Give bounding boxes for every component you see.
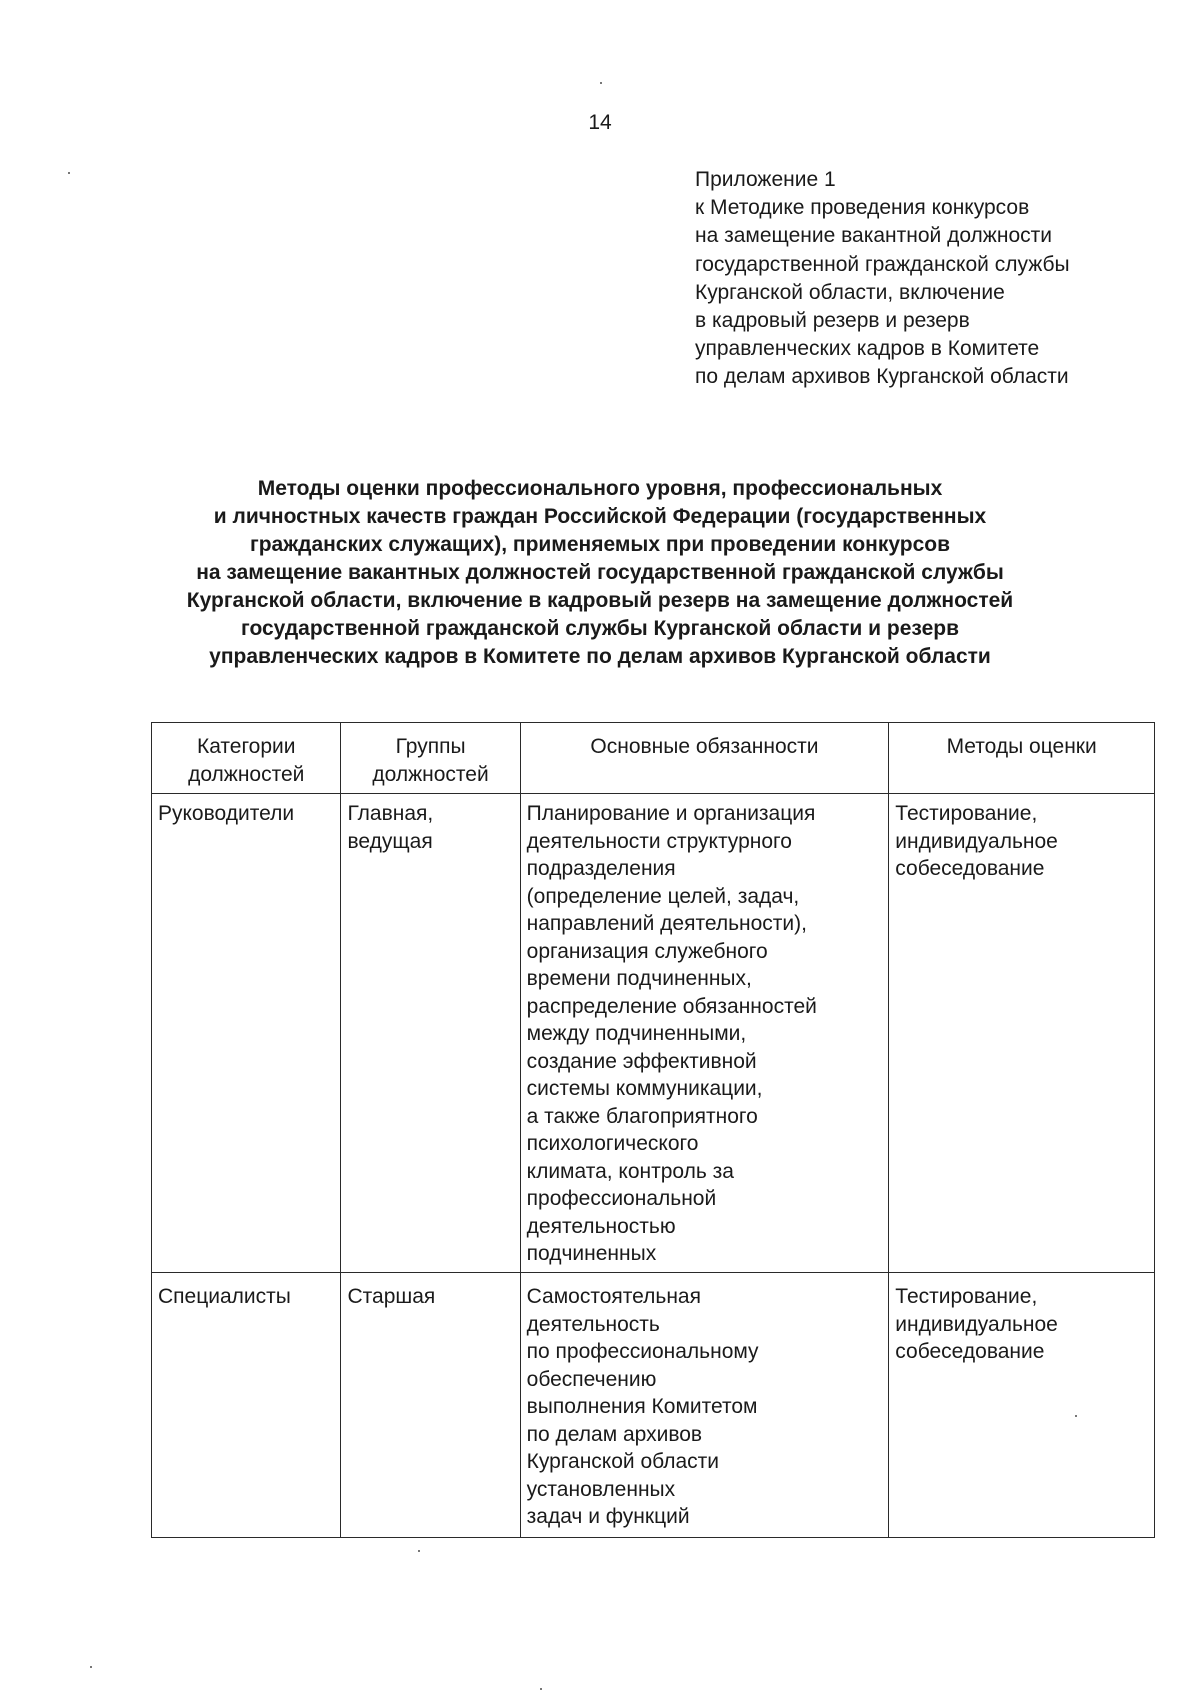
- scan-speck: [600, 82, 602, 84]
- table-row: [152, 794, 1155, 1273]
- title-line: Курганской области, включение в кадровый резерв на замещение должностей: [186, 589, 1014, 612]
- appendix-line: на замещение вакантной должности: [695, 224, 1052, 248]
- table-header-row: [152, 723, 1155, 794]
- cell-duties: Самостоятельная деятельность по профессиональному обеспечению выполнения Комитетом по делам архивов Курганской области установленных задач и функций: [520, 1273, 889, 1538]
- appendix-line: по делам архивов Курганской области: [695, 365, 1069, 389]
- appendix-line: к Методике проведения конкурсов: [695, 196, 1030, 220]
- header-category: Категории должностей: [152, 723, 341, 794]
- appendix-line: государственной гражданской службы: [695, 252, 1070, 276]
- title-line: Методы оценки профессионального уровня, профессиональных: [257, 477, 943, 500]
- cell-group: Старшая: [341, 1273, 520, 1538]
- title-line: государственной гражданской службы Курганской области и резерв: [240, 617, 959, 640]
- scan-speck: [68, 172, 70, 174]
- appendix-line: управленческих кадров в Комитете: [695, 337, 1040, 361]
- cell-category: Руководители: [152, 794, 341, 1273]
- scan-speck: [1075, 1415, 1077, 1417]
- header-methods: Методы оценки: [889, 723, 1155, 794]
- cell-duties: Планирование и организация деятельности структурного подразделения (определение целей, задач, направлений деятельности), организация служебного времени подчиненных, распределение обязанностей между подчиненными, создание эффективной системы коммуникации, а также благоприятного психологического климата, контроль за профессиональной деятельностью подчиненных: [520, 794, 889, 1273]
- title-line: на замещение вакантных должностей государственной гражданской службы: [196, 561, 1004, 584]
- header-group: Группы должностей: [341, 723, 520, 794]
- scan-speck: [418, 1550, 420, 1552]
- appendix-line: Приложение 1: [695, 168, 836, 191]
- scan-speck: [90, 1666, 92, 1668]
- appendix-line: в кадровый резерв и резерв: [695, 309, 970, 333]
- scan-speck: [540, 1688, 542, 1690]
- cell-category: Специалисты: [152, 1273, 341, 1538]
- page-number: 14: [588, 111, 612, 134]
- table-row: [152, 1273, 1155, 1538]
- document-title: [140, 475, 1060, 671]
- header-duties: Основные обязанности: [520, 723, 889, 794]
- cell-methods: Тестирование, индивидуальное собеседование: [889, 794, 1155, 1273]
- assessment-methods-table: [151, 722, 1155, 1538]
- title-line: гражданских служащих), применяемых при проведении конкурсов: [249, 533, 951, 556]
- cell-methods: Тестирование, индивидуальное собеседование: [889, 1273, 1155, 1538]
- title-line: управленческих кадров в Комитете по делам архивов Курганской области: [209, 645, 991, 668]
- appendix-reference: [695, 166, 1070, 392]
- appendix-line: Курганской области, включение: [695, 280, 1005, 304]
- cell-group: Главная, ведущая: [341, 794, 520, 1273]
- title-line: и личностных качеств граждан Российской Федерации (государственных: [213, 505, 987, 528]
